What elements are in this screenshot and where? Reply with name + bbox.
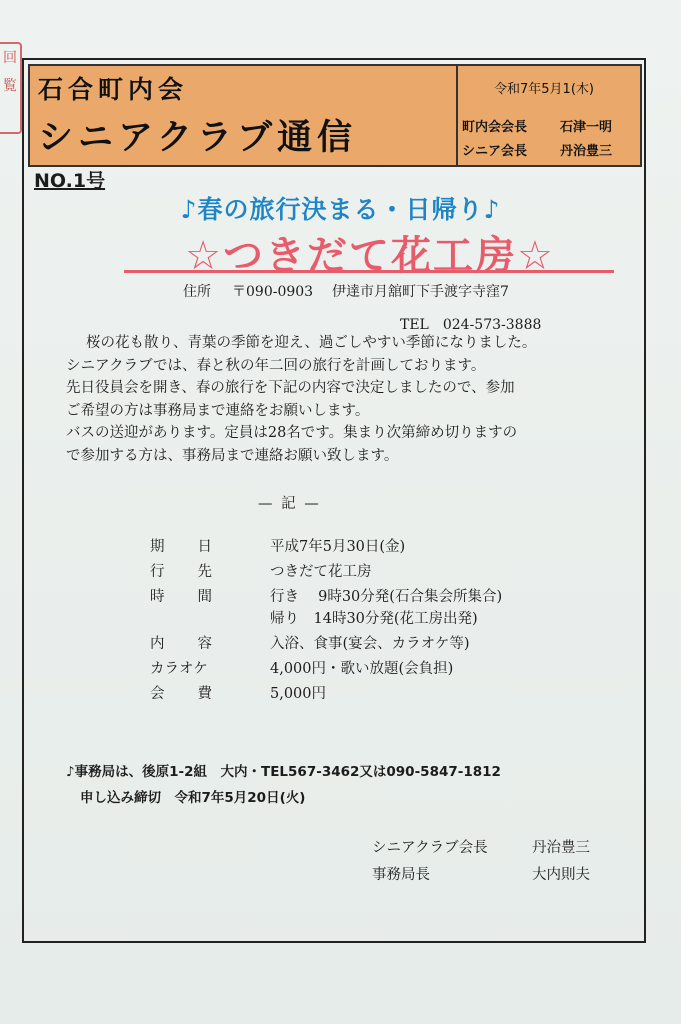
issue-date: 令和7年5月1(木): [494, 82, 594, 97]
body-paragraph: [66, 332, 626, 467]
signature-name: 大内則夫: [532, 867, 590, 883]
body-line: バスの送迎があります。定員は28名です。集まり次第締め切りますの: [66, 425, 518, 441]
body-line: ご希望の方は事務局まで連絡をお願いします。: [66, 402, 370, 419]
trip-subtitle: ♪春の旅行決まる・日帰り♪: [180, 195, 501, 224]
body-line: シニアクラブでは、春と秋の年二回の旅行を計画しております。: [66, 357, 486, 374]
header-info-block: [460, 66, 640, 165]
newsletter-header: [28, 64, 642, 167]
officer-role: シニア会長: [462, 144, 528, 159]
circulation-stamp: 回覧: [0, 42, 22, 134]
detail-label-char: 容: [197, 636, 212, 652]
signature-row: [372, 836, 590, 857]
detail-value: 5,000円: [270, 686, 327, 702]
officer-name: 石津一明: [560, 120, 613, 135]
postal-code: 〒090-0903: [232, 284, 314, 300]
detail-label-char: 行: [150, 564, 165, 580]
detail-label-char: 費: [197, 686, 212, 702]
signature-role: シニアクラブ会長: [372, 840, 488, 856]
organization-name: 石合町内会: [38, 75, 189, 104]
detail-label-char: 間: [197, 589, 212, 605]
detail-value: つきだて花工房: [270, 564, 372, 580]
detail-label-char: 内: [150, 636, 165, 652]
newsletter-title: シニアクラブ通信: [38, 118, 357, 158]
detail-value: 平成7年5月30日(金): [270, 539, 406, 555]
detail-label: [150, 682, 212, 703]
header-title-block: [30, 66, 458, 165]
signature-name: 丹治豊三: [532, 840, 590, 856]
detail-label: [150, 560, 212, 581]
detail-label: [150, 585, 212, 606]
destination-title: ☆つきだて花工房☆: [185, 233, 555, 279]
officer-row: [462, 140, 612, 159]
body-line: 先日役員会を開き、春の旅行を下記の内容で決定しましたので、参加: [66, 380, 515, 396]
detail-value: 入浴、食事(宴会、カラオケ等): [270, 636, 470, 652]
officer-role: 町内会会長: [462, 120, 528, 135]
title-underline: [124, 270, 614, 273]
application-deadline: 申し込み締切 令和7年5月20日(火): [80, 790, 306, 806]
detail-label-char: 日: [197, 539, 212, 555]
detail-value: 行き 9時30分発(石合集会所集合): [270, 589, 503, 605]
detail-label-char: 期: [150, 539, 165, 555]
office-contact: ♪事務局は、後原1-2組 大内・TEL567-3462又は090-5847-1812: [66, 764, 501, 780]
street-address: 伊達市月舘町下手渡字寺窪7: [332, 284, 509, 300]
address-label: 住所: [183, 284, 211, 300]
detail-label-char: 時: [150, 589, 165, 605]
detail-value: 4,000円・歌い放題(会負担): [270, 661, 454, 677]
officer-name: 丹治豊三: [560, 144, 613, 159]
ki-heading: — 記 —: [258, 496, 321, 512]
signature-role: 事務局長: [372, 867, 430, 883]
detail-label: カラオケ: [150, 661, 208, 677]
detail-label: [150, 632, 212, 653]
detail-label-char: 先: [197, 564, 212, 580]
officer-row: [462, 116, 612, 135]
destination-phone: TEL 024-573-3888: [400, 317, 542, 333]
body-line: 桜の花も散り、青葉の季節を迎え、過ごしやすい季節になりました。: [86, 335, 537, 351]
issue-number: NO.1号: [34, 170, 106, 192]
detail-value: 帰り 14時30分発(花工房出発): [270, 611, 478, 627]
body-line: で参加する方は、事務局まで連絡お願い致します。: [66, 447, 399, 464]
detail-label-char: 会: [150, 686, 165, 702]
signature-row: [372, 863, 590, 884]
detail-label: [150, 535, 212, 556]
